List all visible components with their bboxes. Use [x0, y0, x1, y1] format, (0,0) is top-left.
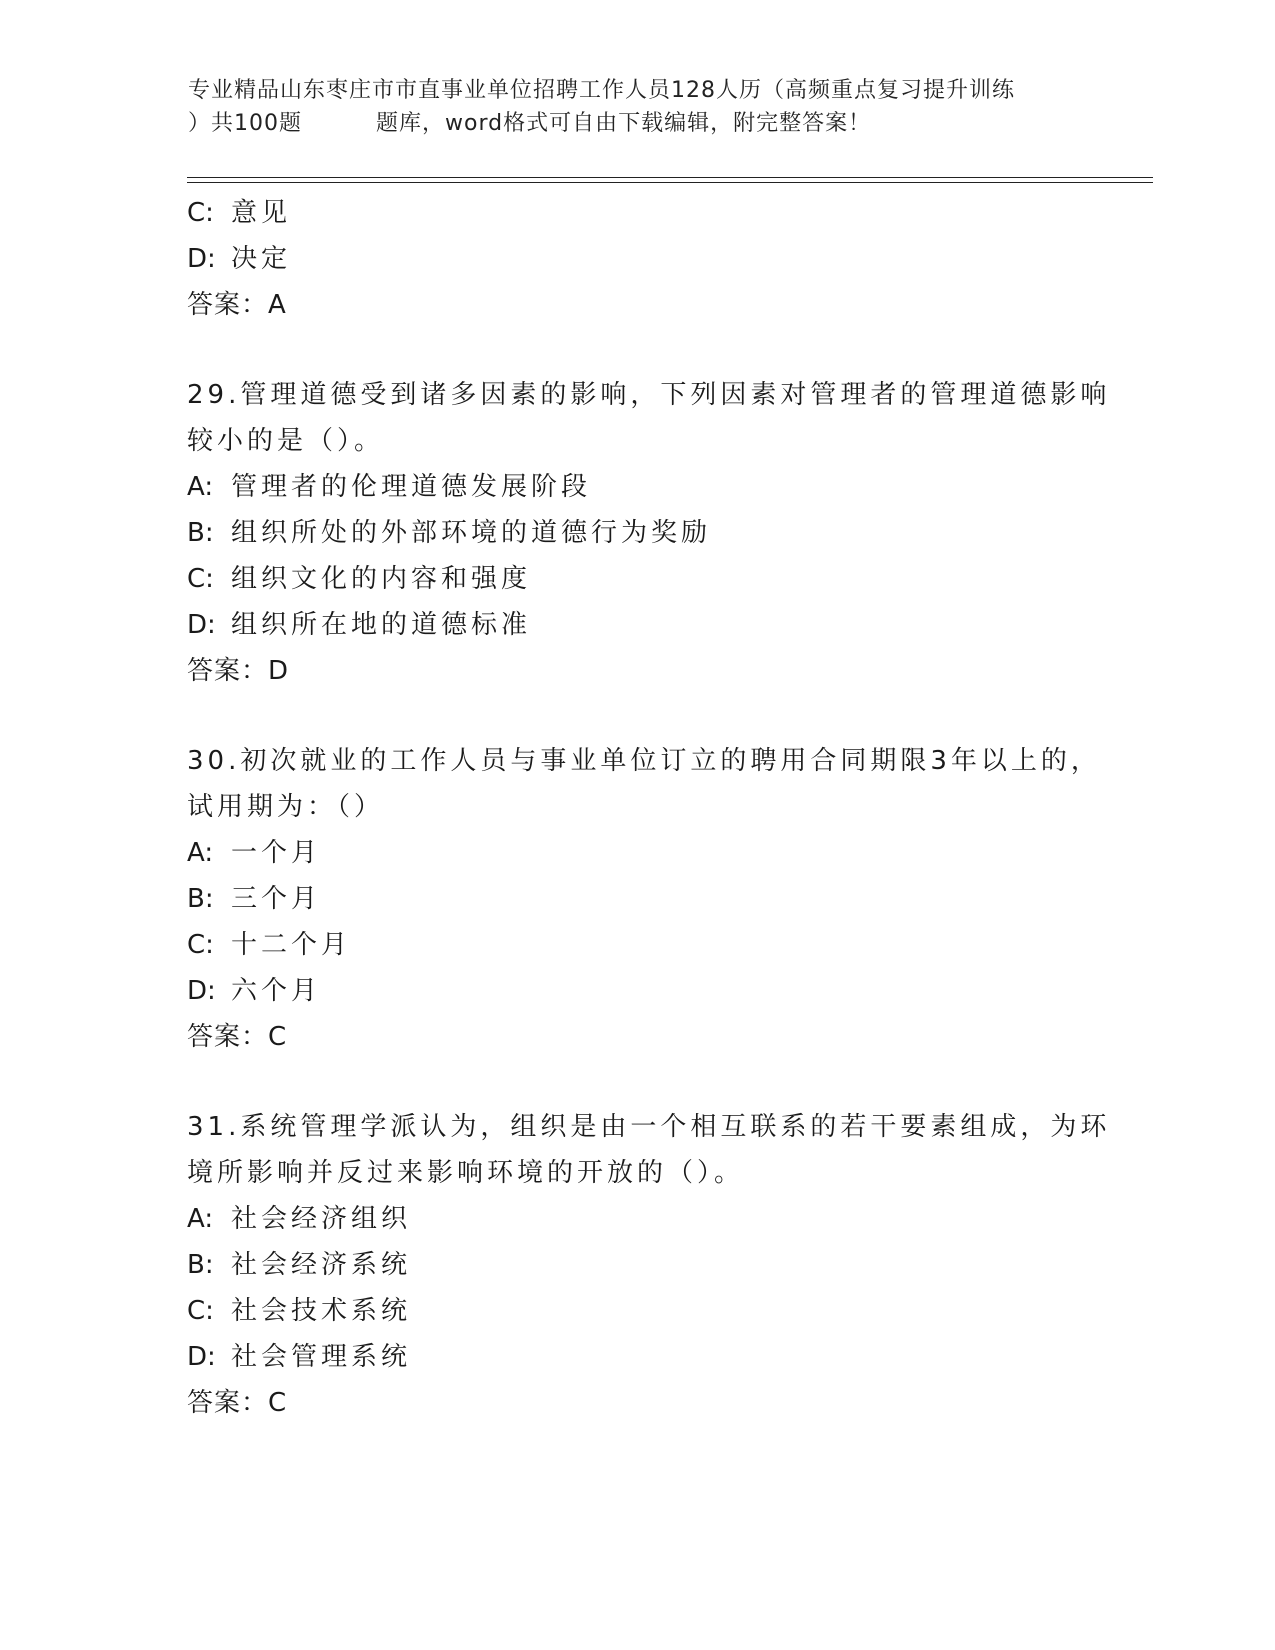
- option-row: [187, 602, 1087, 648]
- header-divider-bottom: [187, 182, 1153, 183]
- option-text: 社会管理系统: [231, 1342, 412, 1372]
- answer-line: 答案：D: [187, 656, 290, 686]
- option-text: 十二个月: [231, 930, 352, 960]
- option-letter: A:: [187, 838, 214, 868]
- option-row: [187, 1334, 1087, 1380]
- question-stem-line-2: 较小的是（）。: [187, 426, 385, 456]
- question-stem-line-2: 试用期为：（）: [187, 792, 385, 822]
- option-row: [187, 1196, 1087, 1242]
- question-28-tail: [187, 190, 1087, 328]
- option-text: 一个月: [231, 838, 322, 868]
- option-row: [187, 968, 1087, 1014]
- question-stem-line-1: 29.管理道德受到诸多因素的影响，下列因素对管理者的管理道德影响: [187, 380, 1111, 410]
- option-row: [187, 464, 1087, 510]
- option-letter: D:: [187, 244, 216, 274]
- option-letter: C:: [187, 198, 214, 228]
- option-row: [187, 1288, 1087, 1334]
- question-30: [187, 738, 1101, 1060]
- option-text: 六个月: [231, 976, 322, 1006]
- option-row: [187, 510, 1087, 556]
- option-letter: C:: [187, 564, 214, 594]
- header-line-2-part-a: ）共100题: [188, 111, 302, 136]
- option-row: [187, 190, 1087, 236]
- question-31: [187, 1104, 1111, 1426]
- option-letter: D:: [187, 1342, 216, 1372]
- option-row: [187, 922, 1087, 968]
- header-divider-top: [187, 177, 1153, 178]
- header-line-1: 专业精品山东枣庄市市直事业单位招聘工作人员128人历（高频重点复习提升训练: [188, 78, 1015, 103]
- option-text: 社会经济组织: [231, 1204, 412, 1234]
- option-letter: C:: [187, 1296, 214, 1326]
- option-text: 社会技术系统: [231, 1296, 412, 1326]
- answer-line: 答案：C: [187, 1388, 288, 1418]
- question-stem-line-2: 境所影响并反过来影响环境的开放的（）。: [187, 1158, 745, 1188]
- option-text: 三个月: [231, 884, 322, 914]
- option-text: 组织所处的外部环境的道德行为奖励: [231, 518, 712, 548]
- option-letter: D:: [187, 976, 216, 1006]
- option-letter: D:: [187, 610, 216, 640]
- option-text: 组织文化的内容和强度: [231, 564, 532, 594]
- option-letter: A:: [187, 472, 214, 502]
- question-29: [187, 372, 1111, 694]
- option-letter: B:: [187, 518, 214, 548]
- option-text: 意见: [231, 198, 292, 228]
- option-text: 社会经济系统: [231, 1250, 412, 1280]
- question-stem-line-1: 31.系统管理学派认为，组织是由一个相互联系的若干要素组成，为环: [187, 1112, 1111, 1142]
- option-letter: C:: [187, 930, 214, 960]
- question-stem-line-1: 30.初次就业的工作人员与事业单位订立的聘用合同期限3年以上的，: [187, 746, 1101, 776]
- option-text: 决定: [231, 244, 292, 274]
- header-line-2: [188, 107, 1088, 140]
- option-row: [187, 236, 1087, 282]
- option-row: [187, 556, 1087, 602]
- page-header: [188, 74, 1088, 140]
- option-text: 组织所在地的道德标准: [231, 610, 532, 640]
- option-letter: B:: [187, 884, 214, 914]
- question-list: [187, 190, 1111, 1426]
- option-letter: B:: [187, 1250, 214, 1280]
- answer-line: 答案：A: [187, 290, 287, 320]
- header-line-2-part-b: 题库，word格式可自由下载编辑，附完整答案！: [376, 111, 872, 136]
- option-row: [187, 876, 1087, 922]
- option-letter: A:: [187, 1204, 214, 1234]
- answer-line: 答案：C: [187, 1022, 288, 1052]
- option-text: 管理者的伦理道德发展阶段: [231, 472, 592, 502]
- option-row: [187, 830, 1087, 876]
- option-row: [187, 1242, 1087, 1288]
